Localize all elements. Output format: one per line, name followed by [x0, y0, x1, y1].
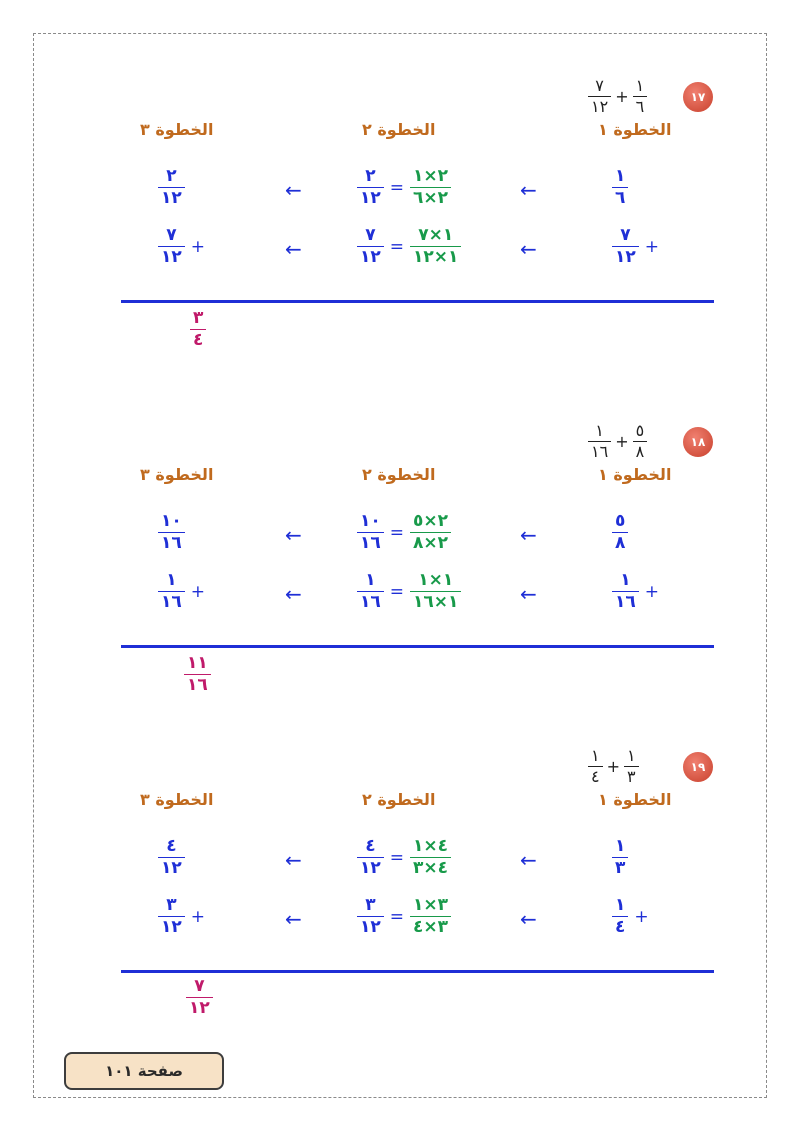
arrow-left-icon: ←: [520, 523, 537, 547]
step1-row2: $\frac{١}{٤}$ +: [612, 897, 649, 936]
step2-label: الخطوة ٢: [362, 790, 436, 809]
result-fraction: $\frac{٣}{٤}$: [190, 310, 206, 349]
expr-operator: +: [615, 87, 629, 106]
step1-row2: $\frac{٧}{١٢}$ +: [612, 227, 659, 266]
arrow-left-icon: ←: [520, 178, 537, 202]
problem-expression: [588, 78, 647, 115]
sum-rule: [121, 645, 714, 648]
expr-operator: +: [615, 432, 629, 451]
arrow-left-icon: ←: [285, 523, 302, 547]
result-fraction: $\frac{٧}{١٢}$: [186, 978, 213, 1017]
step3-row2: $\frac{٧}{١٢}$ +: [158, 227, 205, 266]
step3-label: الخطوة ٣: [140, 120, 214, 139]
expr-fraction-b: $\frac{١}{٣}$: [624, 748, 639, 785]
expr-fraction-b: $\frac{٥}{٨}$: [633, 423, 648, 460]
step1-row1: $\frac{١}{٣}$: [612, 838, 634, 877]
arrow-left-icon: ←: [285, 237, 302, 261]
step1-label: الخطوة ١: [598, 465, 672, 484]
step3-row1: $\frac{١٠}{١٦}$: [158, 513, 191, 552]
expr-fraction-a: $\frac{١}{٤}$: [588, 748, 603, 785]
step3-row1: $\frac{٢}{١٢}$: [158, 168, 191, 207]
step2-row1: $\frac{١٠}{١٦}$ = $\frac{٢\times ٥}{٢\times ٨}$: [357, 513, 451, 552]
step2-row2: $\frac{١}{١٦}$ = $\frac{١\times ١}{١\times ١٦}$: [357, 572, 461, 611]
problem-number-badge: ١٨: [683, 427, 713, 457]
step2-label: الخطوة ٢: [362, 120, 436, 139]
step1-row1: $\frac{١}{٦}$: [612, 168, 634, 207]
expr-fraction-b: $\frac{١}{٦}$: [633, 78, 648, 115]
arrow-left-icon: ←: [520, 907, 537, 931]
arrow-left-icon: ←: [520, 848, 537, 872]
sum-rule: [121, 970, 714, 973]
result-fraction: $\frac{١١}{١٦}$: [184, 655, 211, 694]
problem-17: [0, 70, 800, 390]
step3-row1: $\frac{٤}{١٢}$: [158, 838, 191, 877]
step1-label: الخطوة ١: [598, 790, 672, 809]
arrow-left-icon: ←: [520, 582, 537, 606]
problem-18: [0, 415, 800, 735]
arrow-left-icon: ←: [285, 848, 302, 872]
step1-row1: $\frac{٥}{٨}$: [612, 513, 634, 552]
step3-label: الخطوة ٣: [140, 790, 214, 809]
arrow-left-icon: ←: [285, 907, 302, 931]
step2-row1: $\frac{٤}{١٢}$ = $\frac{٤\times ١}{٤\times ٣}$: [357, 838, 451, 877]
problem-19: [0, 740, 800, 1060]
sum-rule: [121, 300, 714, 303]
expr-operator: +: [606, 757, 620, 776]
step1-row2: $\frac{١}{١٦}$ +: [612, 572, 659, 611]
arrow-left-icon: ←: [520, 237, 537, 261]
problem-number-badge: ١٧: [683, 82, 713, 112]
problem-expression: [588, 748, 639, 785]
problem-expression: [588, 423, 647, 460]
expr-fraction-a: $\frac{٧}{١٢}$: [588, 78, 611, 115]
step3-row2: $\frac{٣}{١٢}$ +: [158, 897, 205, 936]
step1-label: الخطوة ١: [598, 120, 672, 139]
problem-number-badge: ١٩: [683, 752, 713, 782]
step3-row2: $\frac{١}{١٦}$ +: [158, 572, 205, 611]
arrow-left-icon: ←: [285, 178, 302, 202]
step2-label: الخطوة ٢: [362, 465, 436, 484]
page-number-tab: صفحة ١٠١: [64, 1052, 224, 1090]
step2-row2: $\frac{٧}{١٢}$ = $\frac{١\times ٧}{١\times ١٢}$: [357, 227, 461, 266]
step2-row2: $\frac{٣}{١٢}$ = $\frac{٣\times ١}{٣\times ٤}$: [357, 897, 451, 936]
expr-fraction-a: $\frac{١}{١٦}$: [588, 423, 611, 460]
step2-row1: $\frac{٢}{١٢}$ = $\frac{٢\times ١}{٢\times ٦}$: [357, 168, 451, 207]
step3-label: الخطوة ٣: [140, 465, 214, 484]
arrow-left-icon: ←: [285, 582, 302, 606]
